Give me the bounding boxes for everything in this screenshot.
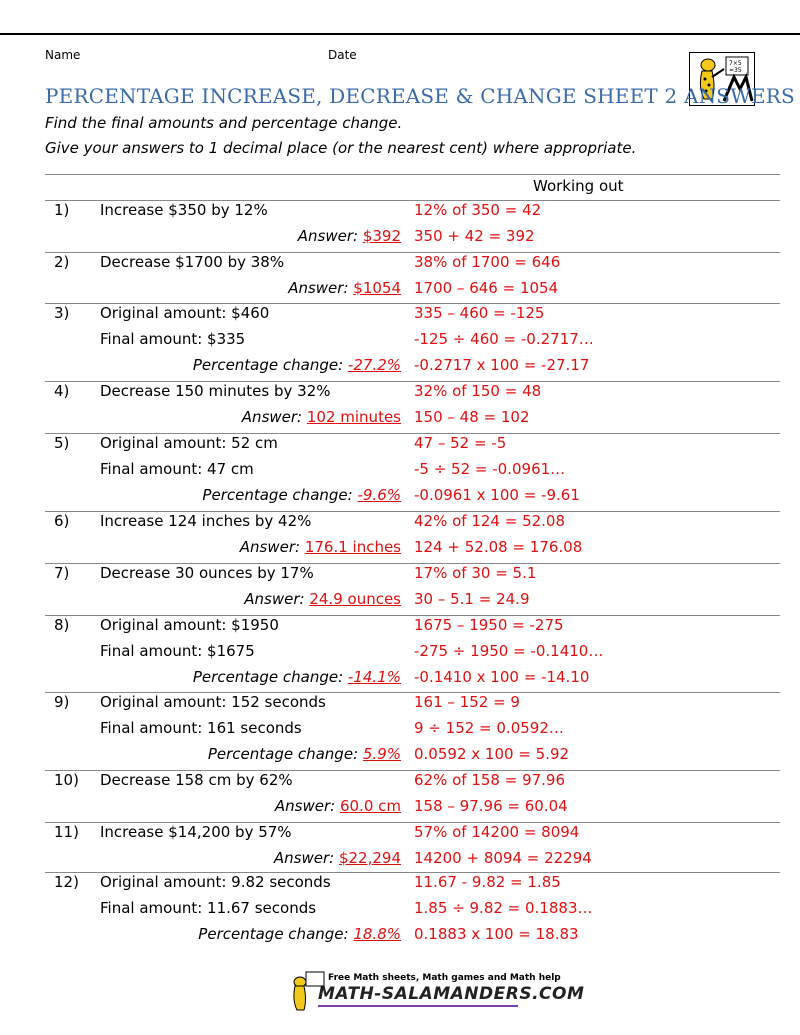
svg-text:=35: =35 — [729, 67, 742, 74]
answer-value: 60.0 cm — [339, 796, 401, 815]
question-text: Original amount: 152 seconds — [100, 693, 326, 711]
question-number: 7) — [54, 564, 70, 582]
working-out-line: 12% of 350 = 42 — [414, 201, 542, 219]
instruction-1: Find the final amounts and percentage change. — [45, 114, 403, 132]
answer-colon: : — [343, 924, 354, 943]
answer-line — [208, 745, 401, 763]
answer-line — [193, 356, 401, 374]
answer-label: Percentage change — [192, 355, 339, 374]
answer-value: $392 — [362, 226, 401, 245]
working-out-line: -0.1410 x 100 = -14.10 — [414, 667, 590, 686]
answer-value: -14.1% — [347, 667, 401, 686]
question-number: 6) — [54, 512, 70, 530]
working-out-line: -5 ÷ 52 = -0.0961… — [414, 459, 566, 478]
question-number: 8) — [54, 616, 70, 634]
question-text: Final amount: $335 — [100, 329, 246, 348]
working-out-line: -125 ÷ 460 = -0.2717… — [414, 329, 594, 348]
question-text: Decrease 30 ounces by 17% — [100, 564, 314, 582]
question-text: Increase 124 inches by 42% — [100, 512, 312, 530]
svg-text:7×5: 7×5 — [729, 60, 742, 67]
question-text: Final amount: 47 cm — [100, 459, 254, 478]
working-out-line: 47 – 52 = -5 — [414, 434, 507, 452]
answer-line — [288, 279, 401, 297]
working-out-line: -0.2717 x 100 = -27.17 — [414, 355, 590, 374]
answer-label: Answer — [273, 848, 330, 867]
question-number: 10) — [54, 771, 79, 789]
question-text: Original amount: 52 cm — [100, 434, 278, 452]
answer-colon: : — [297, 407, 307, 426]
answer-line — [202, 486, 401, 504]
answer-colon: : — [329, 848, 339, 867]
answer-colon: : — [338, 667, 348, 686]
question-text: Original amount: 9.82 seconds — [100, 873, 331, 891]
working-out-line: 42% of 124 = 52.08 — [414, 512, 566, 530]
answer-colon: : — [330, 796, 340, 815]
working-out-line: 9 ÷ 152 = 0.0592… — [414, 718, 564, 737]
working-out-line: 158 – 97.96 = 60.04 — [414, 796, 568, 815]
answer-line — [275, 797, 401, 815]
question-number: 2) — [54, 253, 70, 271]
working-out-line: 161 – 152 = 9 — [414, 693, 520, 711]
answer-line — [242, 408, 401, 426]
working-out-line: -0.0961 x 100 = -9.61 — [414, 485, 580, 504]
question-number: 4) — [54, 382, 70, 400]
question-text: Original amount: $1950 — [100, 616, 279, 634]
working-out-header: Working out — [533, 177, 624, 195]
answer-label: Answer — [239, 537, 295, 556]
question-text: Increase $350 by 12% — [100, 201, 268, 219]
question-text: Original amount: $460 — [100, 304, 270, 322]
answer-label: Answer — [244, 589, 300, 608]
answer-label: Percentage change — [198, 924, 344, 943]
working-out-line: 14200 + 8094 = 22294 — [414, 848, 592, 867]
answer-line — [244, 590, 401, 608]
answer-label: Percentage change — [207, 744, 354, 763]
answer-value: 18.8% — [353, 924, 401, 943]
answer-label: Answer — [274, 796, 331, 815]
footer-site-link[interactable]: MATH-SALAMANDERS.COM — [318, 984, 585, 1004]
question-text: Final amount: $1675 — [100, 641, 255, 660]
answer-line — [274, 849, 401, 867]
question-text: Decrease 158 cm by 62% — [100, 771, 293, 789]
answer-line — [240, 538, 401, 556]
answer-line — [193, 668, 401, 686]
working-out-line: 1700 – 646 = 1054 — [414, 278, 559, 297]
answer-colon: : — [338, 355, 348, 374]
answer-colon: : — [299, 589, 310, 608]
answer-value: 24.9 ounces — [309, 589, 401, 608]
answer-value: 176.1 inches — [304, 537, 401, 556]
table-rule — [45, 174, 780, 175]
answer-line — [198, 925, 401, 943]
answer-colon: : — [343, 278, 354, 297]
working-out-line: 0.1883 x 100 = 18.83 — [414, 924, 579, 943]
working-out-line: 30 – 5.1 = 24.9 — [414, 589, 530, 608]
answer-colon: : — [294, 537, 305, 556]
date-label: Date — [328, 48, 357, 62]
question-number: 3) — [54, 304, 70, 322]
working-out-line: 17% of 30 = 5.1 — [414, 564, 537, 582]
answer-colon: : — [352, 226, 363, 245]
answer-label: Percentage change — [202, 485, 348, 504]
answer-colon: : — [353, 744, 363, 763]
answer-label: Percentage change — [192, 667, 339, 686]
working-out-line: 1.85 ÷ 9.82 = 0.1883… — [414, 898, 593, 917]
question-text: Decrease 150 minutes by 32% — [100, 382, 331, 400]
working-out-line: 124 + 52.08 = 176.08 — [414, 537, 583, 556]
answer-value: 102 minutes — [306, 407, 401, 426]
answer-value: -9.6% — [357, 485, 401, 504]
question-text: Final amount: 161 seconds — [100, 718, 302, 737]
working-out-line: 32% of 150 = 48 — [414, 382, 542, 400]
question-number: 9) — [54, 693, 70, 711]
answer-value: 5.9% — [362, 744, 401, 763]
working-out-line: 350 + 42 = 392 — [414, 226, 535, 245]
question-text: Decrease $1700 by 38% — [100, 253, 285, 271]
question-number: 12) — [54, 873, 79, 891]
answer-label: Answer — [288, 278, 344, 297]
working-out-line: 1675 – 1950 = -275 — [414, 616, 564, 634]
working-out-line: -275 ÷ 1950 = -0.1410… — [414, 641, 604, 660]
working-out-line: 57% of 14200 = 8094 — [414, 823, 580, 841]
footer-tagline: Free Math sheets, Math games and Math help — [328, 973, 561, 983]
answer-line — [298, 227, 401, 245]
top-rule — [0, 33, 800, 35]
answer-label: Answer — [297, 226, 353, 245]
question-text: Increase $14,200 by 57% — [100, 823, 292, 841]
answer-colon: : — [347, 485, 358, 504]
working-out-line: 335 – 460 = -125 — [414, 304, 545, 322]
working-out-line: 150 – 48 = 102 — [414, 407, 530, 426]
name-label: Name — [45, 48, 81, 62]
question-number: 5) — [54, 434, 70, 452]
instruction-2: Give your answers to 1 decimal place (or the nearest cent) where appropriate. — [45, 139, 637, 157]
working-out-line: 11.67 - 9.82 = 1.85 — [414, 873, 561, 891]
question-number: 1) — [54, 201, 70, 219]
answer-value: -27.2% — [347, 355, 401, 374]
question-text: Final amount: 11.67 seconds — [100, 898, 317, 917]
working-out-line: 38% of 1700 = 646 — [414, 253, 561, 271]
question-number: 11) — [54, 823, 79, 841]
answer-value: $1054 — [353, 278, 401, 297]
page-title: PERCENTAGE INCREASE, DECREASE & CHANGE SHEET 2 ANSWERS — [45, 84, 795, 108]
working-out-line: 62% of 158 = 97.96 — [414, 771, 566, 789]
working-out-line: 0.0592 x 100 = 5.92 — [414, 744, 570, 763]
footer-underline — [318, 1005, 518, 1007]
answer-label: Answer — [241, 407, 298, 426]
answer-value: $22,294 — [338, 848, 401, 867]
